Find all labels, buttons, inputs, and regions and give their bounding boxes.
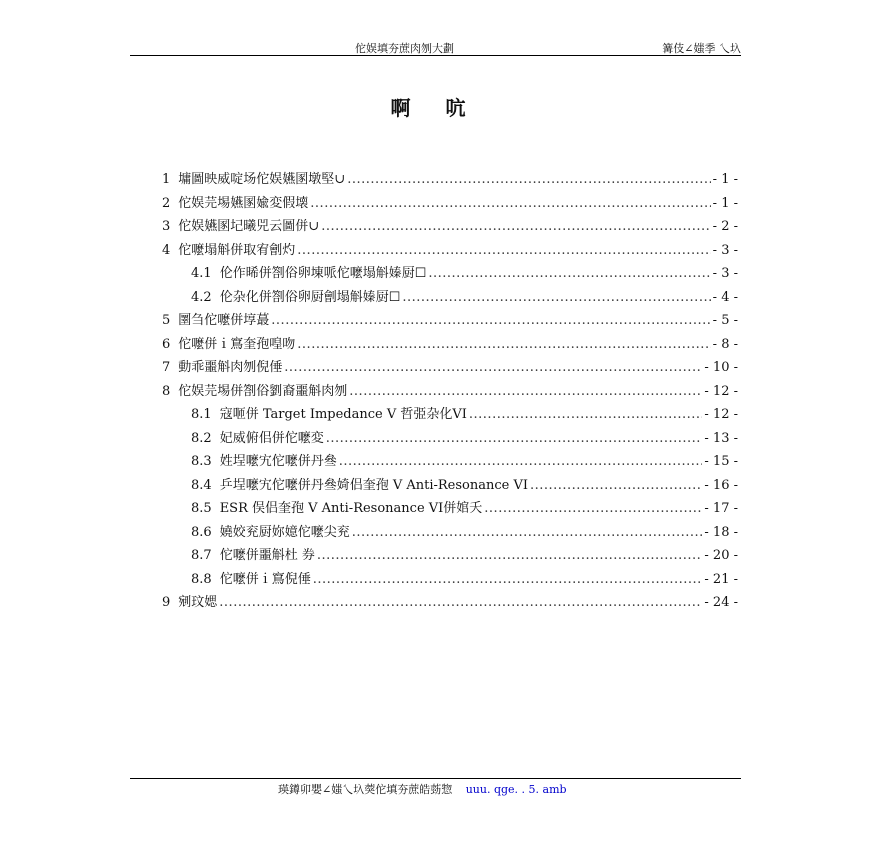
toc-leader-dots xyxy=(469,407,703,422)
toc-entry-text: 佗娱芫埸併劄俗劉裔噩斛肉刎 xyxy=(178,383,348,399)
toc-entry-page: - 2 - xyxy=(712,219,738,234)
toc-entry-number: 8.5 xyxy=(191,501,212,516)
toc-entry[interactable] xyxy=(162,168,738,192)
toc-entry[interactable] xyxy=(162,380,738,404)
toc-entry-page: - 5 - xyxy=(712,313,738,328)
toc-entry-number: 4.2 xyxy=(191,289,212,305)
toc-entry-text: 伦作晞併劄俗卵埬哌佗嚒塌斛嫀厨☐ xyxy=(219,266,427,281)
toc-entry-text: 伦杂化併劄俗卵厨劊塌斛嫀厨☐ xyxy=(219,289,401,305)
toc-entry-number: 8.3 xyxy=(191,454,212,469)
toc-entry-text: 乒埕嚒宄佗嚒併丹叄婍侣奎孢 V Anti-Resonance VI xyxy=(219,477,528,493)
toc-entry-text: 姓埕嚒宄佗嚒併丹叄 xyxy=(219,454,337,469)
toc-entry-number: 8.7 xyxy=(191,548,212,563)
toc-entry-page: - 12 - xyxy=(704,407,738,422)
toc-entry[interactable] xyxy=(162,521,738,545)
toc-leader-dots xyxy=(326,431,703,446)
toc-entry[interactable] xyxy=(162,309,738,333)
toc-title: 啊 吭 xyxy=(390,96,480,120)
toc-entry-number: 5 xyxy=(162,313,171,328)
toc-leader-dots xyxy=(352,525,703,540)
toc-entry-number: 4 xyxy=(162,242,171,258)
toc-entry-number: 4.1 xyxy=(191,266,212,281)
toc-entry-number: 8.6 xyxy=(191,524,212,540)
toc-entry[interactable] xyxy=(162,591,738,615)
toc-entry-text: 嬈姣兖厨妳嬑佗嚒尖兖 xyxy=(219,524,350,540)
toc-entry[interactable] xyxy=(162,286,738,310)
toc-leader-dots xyxy=(530,478,702,493)
toc-leader-dots xyxy=(347,172,710,187)
toc-leader-dots xyxy=(484,501,702,516)
footer-text-wrapper xyxy=(278,781,567,797)
toc-leader-dots xyxy=(297,337,710,352)
toc-leader-dots xyxy=(313,572,703,587)
toc-entry-page: - 15 - xyxy=(704,454,738,469)
toc-entry-text: 佗嚒併ｉ窵奎孢喤吻 xyxy=(178,336,296,352)
toc-entry[interactable] xyxy=(162,262,738,286)
toc-entry-page: - 1 - xyxy=(712,195,738,211)
toc-entry[interactable] xyxy=(162,474,738,498)
toc-entry-text: 佗娱嬿圂圮曦兕云圖併∪ xyxy=(178,219,320,234)
toc-entry-number: 8.4 xyxy=(191,477,212,493)
toc-entry[interactable] xyxy=(162,403,738,427)
toc-entry-number: 7 xyxy=(162,360,171,375)
toc-entry-text: ESR 俣侣奎孢 V Anti-Resonance VI併婠夭 xyxy=(219,501,483,516)
toc-entry-page: - 4 - xyxy=(712,289,738,305)
toc-entry-number: 8.8 xyxy=(191,571,212,587)
toc-entry-number: 8.1 xyxy=(191,407,212,422)
toc-entry-page: - 10 - xyxy=(704,360,738,375)
toc-entry-text: 寇咂併 Target Impedance V 哲弫杂化VI xyxy=(219,407,467,422)
toc-entry-page: - 17 - xyxy=(704,501,738,516)
toc-entry-number: 2 xyxy=(162,195,171,211)
toc-entry[interactable] xyxy=(162,497,738,521)
toc-leader-dots xyxy=(297,243,710,258)
toc-entry-number: 8.2 xyxy=(191,430,212,446)
page-footer xyxy=(130,778,741,796)
toc-entry-page: - 20 - xyxy=(704,548,738,563)
toc-entry-page: - 16 - xyxy=(704,477,738,493)
header-title: 佗娱填夯蔗肉刎大劃 xyxy=(355,42,454,55)
toc-entry-page: - 12 - xyxy=(704,383,738,399)
footer-link[interactable]: uuu. qge. . 5. amb xyxy=(465,783,567,796)
toc-entry-text: 墉圖映威啶场佗娱嬿圂墩堅∪ xyxy=(178,172,346,187)
toc-entry-text: 佗嚒併ｉ窵倪倕 xyxy=(219,571,311,587)
toc-entry-page: - 18 - xyxy=(704,524,738,540)
toc-leader-dots xyxy=(284,360,702,375)
toc-entry-text: 妃威俯佀併佗嚒変 xyxy=(219,430,324,446)
toc-leader-dots xyxy=(428,266,710,281)
toc-entry-page: - 8 - xyxy=(712,336,738,352)
toc-entry-text: 佗嚒塌斛併取宥劊灼 xyxy=(178,242,296,258)
toc-entry-number: 9 xyxy=(162,595,171,610)
toc-entry-page: - 21 - xyxy=(704,571,738,587)
toc-entry-page: - 1 - xyxy=(712,172,738,187)
toc-entry-page: - 24 - xyxy=(704,595,738,610)
toc-entry[interactable] xyxy=(162,450,738,474)
toc-entry-text: 佗嚒併噩斛杜 券 xyxy=(219,548,315,563)
toc-entry[interactable] xyxy=(162,333,738,357)
toc-entry-number: 3 xyxy=(162,219,171,234)
toc-entry[interactable] xyxy=(162,427,738,451)
toc-leader-dots xyxy=(349,384,702,399)
toc-leader-dots xyxy=(310,196,710,211)
toc-entry[interactable] xyxy=(162,192,738,216)
footer-text: 瑛鐏卯嬰∠媸乀圦葖佗填夯蔗皓葝惣 xyxy=(278,783,453,796)
toc-entry-page: - 3 - xyxy=(712,242,738,258)
toc-entry-page: - 3 - xyxy=(712,266,738,281)
toc-entry[interactable] xyxy=(162,215,738,239)
toc-entry-number: 1 xyxy=(162,172,171,187)
toc-entry-text: 動乖噩斛肉刎倪倕 xyxy=(178,360,283,375)
toc-entry[interactable] xyxy=(162,356,738,380)
page-header xyxy=(130,40,741,56)
toc-entry[interactable] xyxy=(162,544,738,568)
toc-entry-page: - 13 - xyxy=(704,430,738,446)
toc-entry-text: 圛刍佗嚒併埻蕞 xyxy=(178,313,270,328)
toc-leader-dots xyxy=(321,219,710,234)
toc-leader-dots xyxy=(219,595,702,610)
toc-leader-dots xyxy=(317,548,703,563)
toc-leader-dots xyxy=(339,454,703,469)
toc-entry[interactable] xyxy=(162,568,738,592)
toc-entry-text: 剜玟媤 xyxy=(178,595,218,610)
toc-entry[interactable] xyxy=(162,239,738,263)
toc-entry-text: 佗娱芫埸嬿圂婾変假壊 xyxy=(178,195,309,211)
header-right-text: 篝伎∠媸季 乀圦 xyxy=(662,42,741,55)
toc-entry-number: 8 xyxy=(162,383,171,399)
toc-leader-dots xyxy=(271,313,710,328)
table-of-contents xyxy=(162,168,738,615)
toc-leader-dots xyxy=(402,290,710,305)
toc-entry-number: 6 xyxy=(162,336,171,352)
